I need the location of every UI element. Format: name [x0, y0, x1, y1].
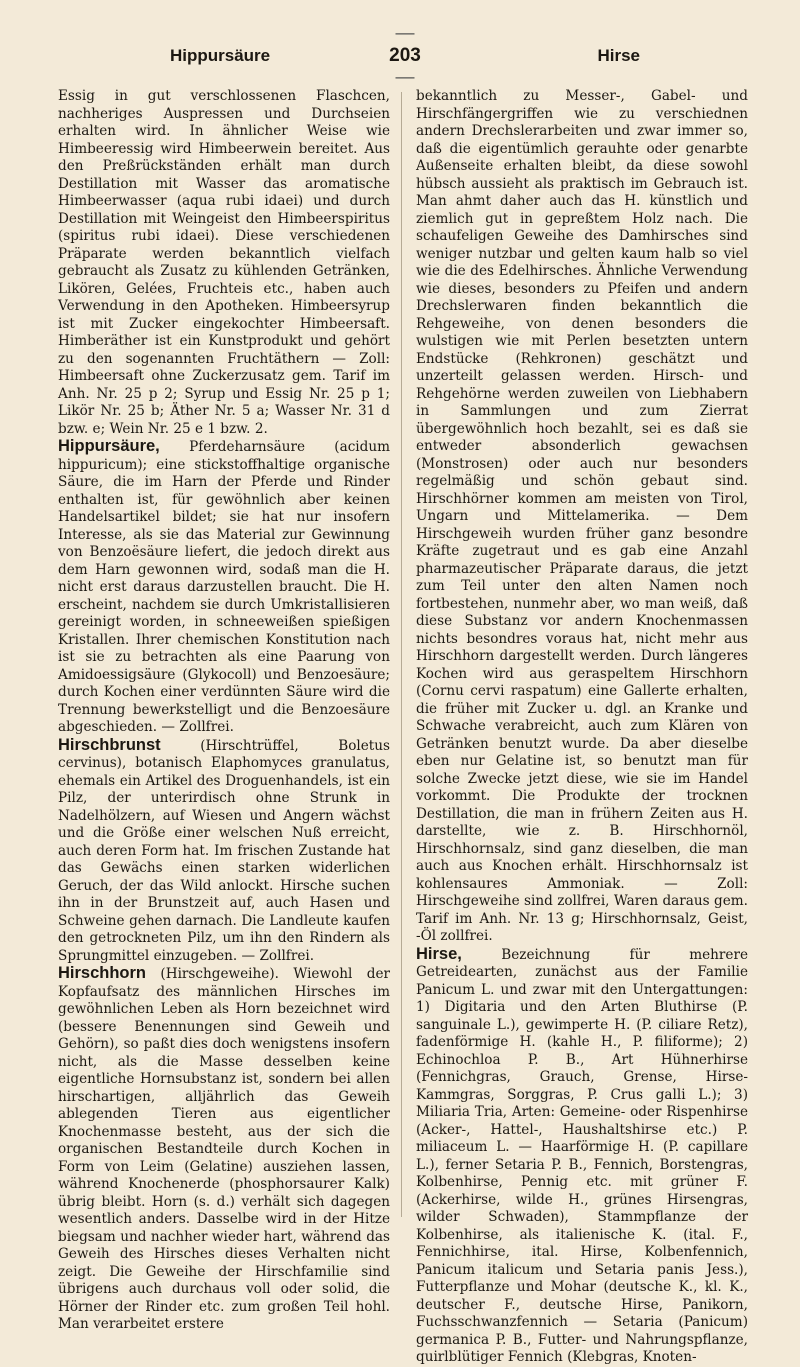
entry-text: Bezeichnung für mehrere Getreidearten, zunächst aus der Familie Panicum L. und zwar mit den Untergattungen: 1) Digitaria und den Arten Bluthirse (P. sanguinale L.), gewimperte H. (P. ciliare Retz), fadenförmige H. (kahle H., P. filiforme); 2) Echinochloa P. B., Art Hühnerhirse (Fennichgras, Grauch, Grense, Hirse-Kammgras, Sorggras, P. Crus galli L.); 3) Miliaria Tria, Arten: Gemeine- oder Rispenhirse (Acker-, Hattel-, Haushaltshirse etc.) P. miliaceum L. — Haarförmige H. (P. capillare L.), ferner Setaria P. B., Fennich, Borstengras, Kolbenhirse, Pennig etc. mit grüner F. (Ackerhirse, wilde H., grünes Hirsengras, wilder Schwaden), Stammpflanze der Kolbenhirse, als italienische K. (ital. F., Fennichhirse, ital. Hirse, Kolbenfennich, Panicum italicum und Setaria panis Jess.), Futterpflanze und Mohar (deutsche K., kl. K., deutscher F., deutsche Hirse, Panikorn, Fuchsschwanzfennich — Setaria (Panicum) germanica P. B., Futter- und Nahrungspflanze, quirlblütiger Fennich (Klebgras, Knoten-	[416, 946, 748, 1365]
header-dash-right: —	[395, 67, 415, 88]
entry-headword: Hippursäure,	[58, 437, 160, 455]
right-column	[416, 88, 748, 1367]
left-column	[58, 88, 390, 1334]
entry-text: bekanntlich zu Messer-, Gabel- und Hirschfängergriffen wie zu verschiednen andern Drechslerarbeiten und zwar immer so, daß die eigentümlich gerauhte oder genarbte Außenseite erhalten bleibt, da diese sowohl hübsch aussieht als praktisch im Gebrauch ist. Man ahmt daher auch das H. künstlich und ziemlich gut in gepreßtem Holz nach. Die schaufeligen Geweihe des Damhirsches sind weniger nutzbar und gelten kaum halb so viel wie die des Edelhirsches. Ähnliche Verwendung wie dieses, besonders zu Pfeifen und andern Drechslerwaren finden bekanntlich die Rehgeweihe, von denen besonders die wulstigen wie mit Perlen besetzten untern Endstücke (Rehkronen) geschätzt und unzerteilt gelassen werden. Hirsch- und Rehgehörne werden zuweilen von Liebhabern in Sammlungen und zum Zierrat übergewöhnlich hoch bezahlt, sei es daß sie entweder absonderlich gewachsen (Monstrosen) oder auch nur besonders regelmäßig und schön gebaut sind. Hirschhörner kommen am meisten von Tirol, Ungarn und Mittelamerika. — Dem Hirschgeweih wurden früher ganz besondre Kräfte zugetraut und es gab eine Anzahl pharmazeutischer Präparate daraus, die jetzt zum Teil unter den alten Namen noch fortbestehen, nunmehr aber, wo man weiß, daß diese Substanz vor andern Knochenmassen nichts besondres voraus hat, nicht mehr aus Hirschhorn dargestellt werden. Durch längeres Kochen wird aus geraspeltem Hirschhorn (Cornu cervi raspatum) eine Gallerte erhalten, die früher mit Zucker u. dgl. an Kranke und Schwache verabreicht, auch zum Klären von Getränken benutzt wurde. Da aber dieselbe eben nur Gelatine ist, so benutzt man für solche Zwecke jetzt diese, wie sie im Handel vorkommt. Die Produkte der trocknen Destillation, die man in frühern Zeiten aus H. darstellte, wie z. B. Hirschhornöl, Hirschhornsalz, sind ganz dieselben, die man auch aus Knochen erhält. Hirschhornsalz ist kohlensaures Ammoniak. — Zoll: Hirschgeweihe sind zollfrei, Waren daraus gem. Tarif im Anh. Nr. 13 g; Hirschhornsalz, Geist, -Öl zollfrei.	[416, 88, 748, 944]
header-right-term: Hirse	[597, 46, 640, 65]
entry-paragraph	[58, 737, 390, 966]
entry-text: Pferdeharnsäure (acidum hippuricum); eine stickstoffhaltige organische Säure, die im Harn der Pferde und Rinder enthalten ist, für gewöhnlich aber keinen Handelsartikel bildet; sie hat nur insofern Interesse, als sie das Material zur Gewinnung von Benzoësäure liefert, die jedoch direkt aus dem Harn gewonnen wird, sodaß man die H. nicht erst daraus darzustellen braucht. Die H. erscheint, nachdem sie durch Umkristallisieren gereinigt worden, in schneeweißen spießigen Kristallen. Ihrer chemischen Konstitution nach ist sie zu betrachten als eine Paarung von Amidoessigsäure (Glykocoll) und Benzoesäure; durch Kochen einer verdünnten Säure wird die Trennung bewerkstelligt und die Benzoesäure abgeschieden. — Zollfrei.	[58, 439, 391, 735]
entry-headword: Hirse,	[416, 944, 462, 963]
entry-text: (Hirschtrüffel, Boletus cervinus), botanisch Elaphomyces granulatus, ehemals ein Artikel des Droguenhandels, ist ein Pilz, der unterirdisch ohne Strunk in Nadelhölzern, auf Wiesen und Angern wächst und die Größe einer welschen Nuß erreicht, auch deren Form hat. Im frischen Zustande hat das Gewächs einen starken widerlichen Geruch, der das Wild anlockt. Hirsche suchen ihn in der Brunstzeit auf, auch Hasen und Schweine gehen darnach. Die Landleute kaufen den getrockneten Pilz, um ihn den Rindern als Sprungmittel einzugeben. — Zollfrei.	[58, 737, 390, 964]
entry-text: (Hirschgeweihe). Wiewohl der Kopfaufsatz des männlichen Hirsches im gewöhnlichen Leben als Horn bezeichnet wird (bessere Benennungen sind Geweih und Gehörn), so paßt dies doch wenigstens insofern nicht, als die Masse desselben keine eigentliche Hornsubstanz ist, sondern bei allen hirschartigen, alljährlich das Geweih ablegenden Tieren aus eigentlicher Knochenmasse besteht, aus der sich die organischen Bestandteile durch Kochen in Form von Leim (Gelatine) ausziehen lassen, während Knochenerde (phosphorsaurer Kalk) übrig bleibt. Horn (s. d.) verhält sich dagegen wesentlich anders. Dasselbe wird in der Hitze biegsam und nachher wieder hart, während das Geweih des Hirsches dieses Verhalten nicht zeigt. Die Geweihe der Hirschfamilie sind übrigens auch durchaus voll oder solid, die Hörner der Rinder etc. zum großen Teil hohl. Man verarbeitet erstere	[58, 966, 391, 1332]
column-divider	[401, 92, 402, 1217]
header-left-term: Hippursäure	[170, 46, 271, 65]
header-dash-left: —	[395, 23, 415, 44]
entry-paragraph	[58, 965, 390, 1334]
entry-paragraph	[416, 88, 748, 946]
entry-headword: Hirschbrunst	[58, 735, 161, 754]
entry-text: Essig in gut verschlossenen Flaschcen, nachheriges Auspressen und Durchseien erhalten wird. In ähnlicher Weise wie Himbeeressig wird Himbeerwein bereitet. Aus den Preßrückständen erhält man durch Destillation mit Wasser das aromatische Himbeerwasser (aqua rubi idaei) und durch Destillation mit Weingeist den Himbeerspiritus (spiritus rubi idaei). Diese verschiedenen Präparate werden bekanntlich vielfach gebraucht als Zusatz zu kühlenden Getränken, Likören, Gelées, Fruchteis etc., haben auch Verwendung in den Apotheken. Himbeersyrup ist mit Zucker eingekochter Himbeersaft. Himberäther ist ein Kunstprodukt und gehört zu den sogenannten Fruchtäthern — Zoll: Himbeersaft ohne Zuckerzusatz gem. Tarif im Anh. Nr. 25 p 2; Syrup und Essig Nr. 25 p 1; Likör Nr. 25 b; Äther Nr. 5 a; Wasser Nr. 31 d bzw. e; Wein Nr. 25 e 1 bzw. 2.	[58, 88, 390, 437]
entry-headword: Hirschhorn	[58, 964, 147, 982]
entry-paragraph	[416, 946, 748, 1367]
page-number: 203	[389, 45, 421, 66]
running-header	[60, 23, 740, 88]
entry-paragraph	[58, 438, 390, 737]
page-number-group	[370, 23, 440, 89]
entry-paragraph	[58, 88, 390, 438]
